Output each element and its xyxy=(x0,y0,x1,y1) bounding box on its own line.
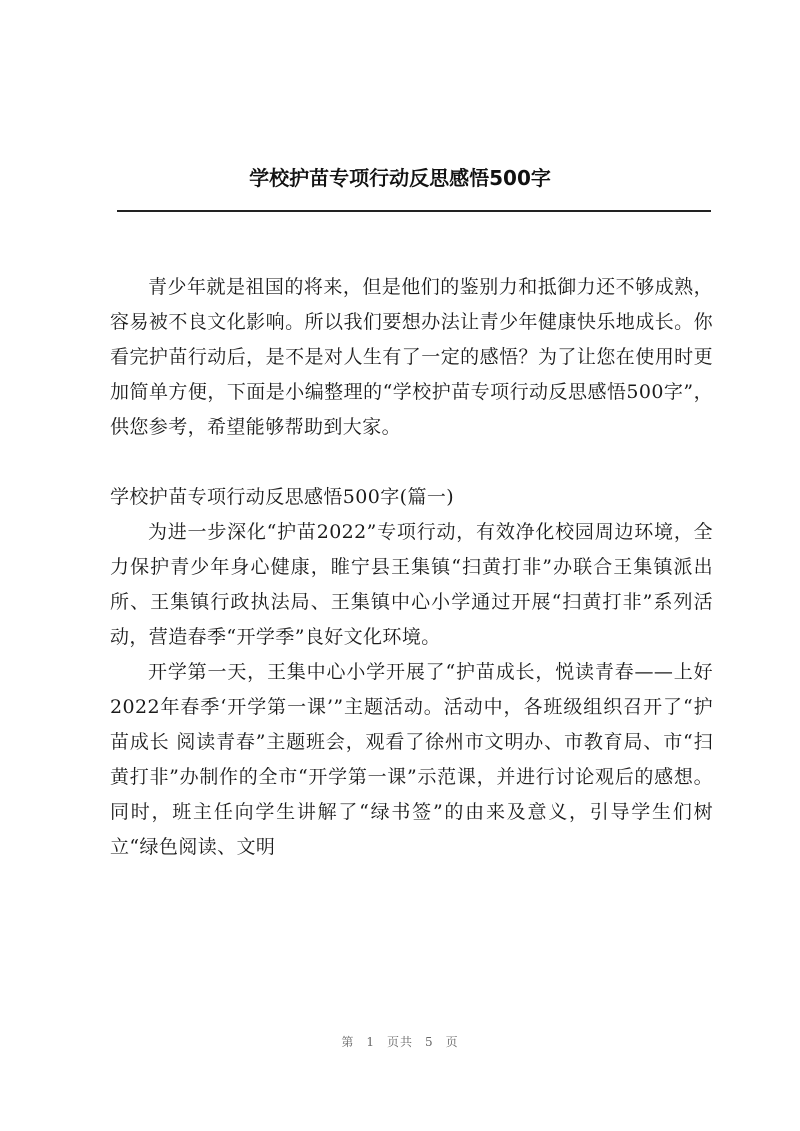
page-footer xyxy=(0,1033,800,1050)
document-body xyxy=(110,270,713,865)
footer-total-pages: 5 xyxy=(425,1035,434,1049)
section-heading: 学校护苗专项行动反思感悟500字(篇一) xyxy=(110,486,455,508)
body-paragraph-2: 开学第一天，王集中心小学开展了“护苗成长，悦读青春——上好2022年春季‘开学第一课’”主题活动。活动中，各班级组织召开了“护苗成长 阅读青春”主题班会，观看了徐州市文明办、市教育局、市“扫黄打非”办制作的全市“开学第一课”示范课，并进行讨论观后的感想。同时，班主任向学生讲解了“绿书签”的由来及意义，引导学生们树立“绿色阅读、文明 xyxy=(110,661,713,858)
intro-paragraph: 青少年就是祖国的将来，但是他们的鉴别力和抵御力还不够成熟，容易被不良文化影响。所以我们要想办法让青少年健康快乐地成长。你看完护苗行动后，是不是对人生有了一定的感悟？为了让您在使用时更加简单方便，下面是小编整理的“学校护苗专项行动反思感悟500字”，供您参考，希望能够帮助到大家。 xyxy=(110,276,713,438)
document-title: 学校护苗专项行动反思感悟500字 xyxy=(249,166,551,190)
footer-suffix: 页 xyxy=(445,1035,459,1049)
footer-prefix: 第 xyxy=(341,1035,355,1049)
footer-middle: 页共 xyxy=(386,1035,413,1049)
footer-current-page: 1 xyxy=(366,1035,375,1049)
title-divider xyxy=(117,210,711,212)
body-paragraph-1: 为进一步深化“护苗2022”专项行动，有效净化校园周边环境，全力保护青少年身心健康，睢宁县王集镇“扫黄打非”办联合王集镇派出所、王集镇行政执法局、王集镇中心小学通过开展“扫黄打非”系列活动，营造春季“开学季”良好文化环境。 xyxy=(110,521,713,648)
